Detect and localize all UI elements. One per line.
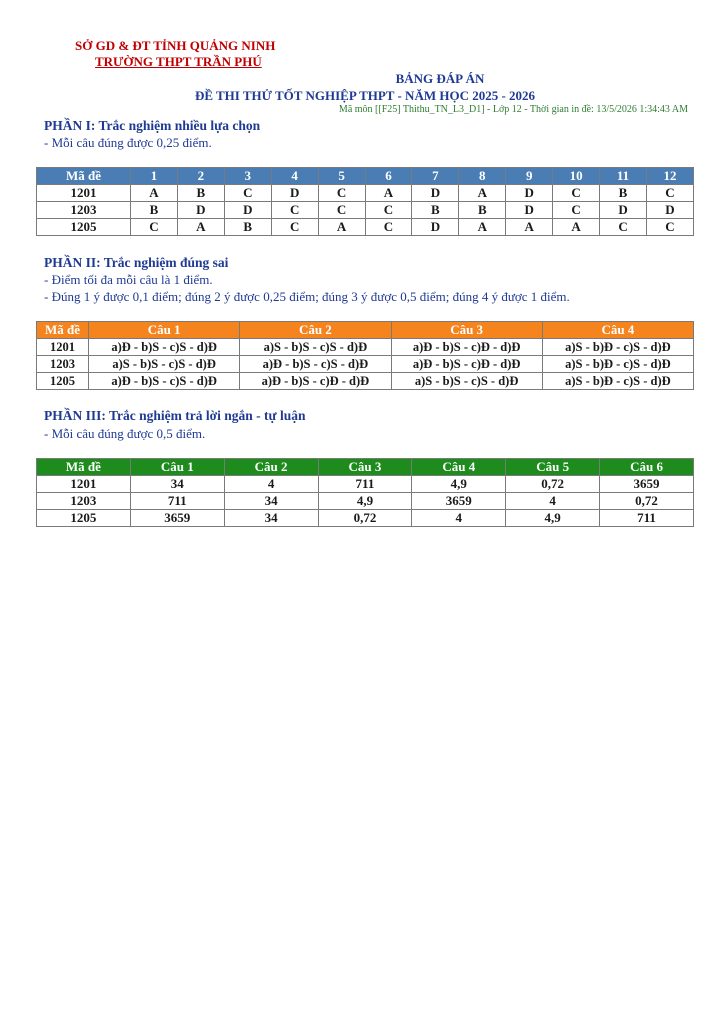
answer-cell: A — [365, 185, 412, 202]
answer-cell: D — [271, 185, 318, 202]
part2-note-2: - Đúng 1 ý được 0,1 điểm; đúng 2 ý được 0,25 điểm; đúng 3 ý được 0,5 điểm; đúng 4 ý được 1 điểm. — [44, 289, 570, 304]
exam-code-cell: 1203 — [37, 202, 131, 219]
column-header: Câu 4 — [542, 322, 693, 339]
part3-note: - Mỗi câu đúng được 0,5 điểm. — [44, 426, 206, 441]
answer-cell: a)S - b)S - c)S - d)Đ — [240, 339, 391, 356]
column-header: Câu 2 — [240, 322, 391, 339]
part1-answer-table — [36, 167, 694, 236]
answer-cell: D — [224, 202, 271, 219]
exam-code-cell: 1203 — [37, 356, 89, 373]
column-header: 1 — [131, 168, 178, 185]
exam-code-cell: 1205 — [37, 373, 89, 390]
exam-meta: Mã môn [[F25] Thithu_TN_L3_D1] - Lớp 12 - Thời gian in đề: 13/5/2026 1:34:43 AM — [338, 104, 688, 115]
answer-cell: B — [600, 185, 647, 202]
answer-cell: C — [318, 185, 365, 202]
answer-cell: D — [412, 219, 459, 236]
answer-cell: A — [131, 185, 178, 202]
column-header-exam-code: Mã đề — [37, 322, 89, 339]
column-header: 12 — [646, 168, 693, 185]
document-title: BẢNG ĐÁP ÁN — [395, 71, 485, 86]
answer-cell: a)S - b)Đ - c)S - d)Đ — [542, 356, 693, 373]
answer-cell: C — [600, 219, 647, 236]
column-header-exam-code: Mã đề — [37, 168, 131, 185]
answer-cell: C — [224, 185, 271, 202]
answer-cell: a)Đ - b)S - c)Đ - d)Đ — [391, 356, 542, 373]
answer-cell: a)S - b)S - c)S - d)Đ — [391, 373, 542, 390]
part2-note-1: - Điểm tối đa mỗi câu là 1 điểm. — [44, 272, 213, 287]
answer-cell: B — [131, 202, 178, 219]
column-header: Câu 3 — [391, 322, 542, 339]
table-row — [37, 493, 694, 510]
column-header: 8 — [459, 168, 506, 185]
part3-title: PHẦN III: Trắc nghiệm trả lời ngắn - tự luận — [44, 408, 306, 423]
part2-title: PHẦN II: Trắc nghiệm đúng sai — [44, 255, 229, 270]
exam-code-cell: 1201 — [37, 476, 131, 493]
answer-cell: 3659 — [600, 476, 694, 493]
answer-cell: a)Đ - b)S - c)S - d)Đ — [89, 373, 240, 390]
answer-cell: 3659 — [412, 493, 506, 510]
column-header: 4 — [271, 168, 318, 185]
table-row — [37, 356, 694, 373]
answer-cell: 34 — [130, 476, 224, 493]
department-name: SỞ GD & ĐT TỈNH QUẢNG NINH — [75, 38, 276, 53]
answer-cell: a)S - b)Đ - c)S - d)Đ — [542, 373, 693, 390]
answer-cell: 4 — [506, 493, 600, 510]
answer-cell: 0,72 — [600, 493, 694, 510]
column-header: 11 — [600, 168, 647, 185]
column-header: Câu 1 — [130, 459, 224, 476]
column-header: 10 — [553, 168, 600, 185]
table-row — [37, 510, 694, 527]
answer-cell: 711 — [600, 510, 694, 527]
answer-cell: 0,72 — [318, 510, 412, 527]
answer-cell: C — [131, 219, 178, 236]
answer-cell: D — [506, 202, 553, 219]
column-header: 2 — [177, 168, 224, 185]
answer-cell: C — [646, 219, 693, 236]
school-name: TRƯỜNG THPT TRẦN PHÚ — [95, 54, 262, 69]
answer-cell: D — [646, 202, 693, 219]
table-header-row — [37, 322, 694, 339]
answer-cell: a)S - b)S - c)S - d)Đ — [89, 356, 240, 373]
exam-code-cell: 1205 — [37, 510, 131, 527]
answer-cell: A — [459, 185, 506, 202]
answer-cell: 34 — [224, 493, 318, 510]
column-header: Câu 5 — [506, 459, 600, 476]
exam-code-cell: 1205 — [37, 219, 131, 236]
answer-cell: C — [271, 202, 318, 219]
column-header: Câu 2 — [224, 459, 318, 476]
answer-cell: D — [177, 202, 224, 219]
answer-cell: 4 — [412, 510, 506, 527]
column-header: Câu 6 — [600, 459, 694, 476]
table-header-row — [37, 459, 694, 476]
table-row — [37, 373, 694, 390]
answer-cell: C — [553, 202, 600, 219]
answer-cell: B — [224, 219, 271, 236]
answer-cell: 711 — [130, 493, 224, 510]
answer-cell: C — [365, 219, 412, 236]
answer-cell: C — [271, 219, 318, 236]
answer-cell: a)Đ - b)S - c)Đ - d)Đ — [391, 339, 542, 356]
answer-cell: 4 — [224, 476, 318, 493]
part1-title: PHẦN I: Trắc nghiệm nhiều lựa chọn — [44, 118, 261, 133]
part1-note: - Mỗi câu đúng được 0,25 điểm. — [44, 135, 212, 150]
column-header: 5 — [318, 168, 365, 185]
answer-cell: D — [506, 185, 553, 202]
answer-cell: C — [646, 185, 693, 202]
table-row — [37, 476, 694, 493]
column-header: 9 — [506, 168, 553, 185]
answer-cell: A — [459, 219, 506, 236]
column-header: 7 — [412, 168, 459, 185]
answer-cell: a)Đ - b)S - c)S - d)Đ — [240, 356, 391, 373]
answer-cell: 34 — [224, 510, 318, 527]
column-header: 6 — [365, 168, 412, 185]
exam-code-cell: 1201 — [37, 185, 131, 202]
answer-cell: 3659 — [130, 510, 224, 527]
answer-cell: D — [412, 185, 459, 202]
column-header-exam-code: Mã đề — [37, 459, 131, 476]
answer-cell: A — [318, 219, 365, 236]
exam-code-cell: 1203 — [37, 493, 131, 510]
column-header: 3 — [224, 168, 271, 185]
exam-code-cell: 1201 — [37, 339, 89, 356]
table-header-row — [37, 168, 694, 185]
answer-cell: 0,72 — [506, 476, 600, 493]
answer-cell: a)Đ - b)S - c)S - d)Đ — [89, 339, 240, 356]
answer-cell: A — [177, 219, 224, 236]
table-row — [37, 202, 694, 219]
column-header: Câu 3 — [318, 459, 412, 476]
answer-cell: C — [365, 202, 412, 219]
answer-cell: 4,9 — [506, 510, 600, 527]
answer-cell: 4,9 — [412, 476, 506, 493]
exam-title: ĐỀ THI THỬ TỐT NGHIỆP THPT - NĂM HỌC 2025 - 2026 — [194, 88, 536, 103]
table-row — [37, 185, 694, 202]
answer-cell: A — [553, 219, 600, 236]
part3-answer-table — [36, 458, 694, 527]
answer-cell: B — [412, 202, 459, 219]
answer-cell: C — [553, 185, 600, 202]
answer-cell: D — [600, 202, 647, 219]
column-header: Câu 4 — [412, 459, 506, 476]
answer-cell: 4,9 — [318, 493, 412, 510]
table-row — [37, 219, 694, 236]
answer-cell: B — [459, 202, 506, 219]
table-row — [37, 339, 694, 356]
answer-cell: a)Đ - b)S - c)Đ - d)Đ — [240, 373, 391, 390]
column-header: Câu 1 — [89, 322, 240, 339]
answer-cell: A — [506, 219, 553, 236]
answer-cell: B — [177, 185, 224, 202]
answer-cell: C — [318, 202, 365, 219]
part2-answer-table — [36, 321, 694, 390]
answer-cell: 711 — [318, 476, 412, 493]
answer-cell: a)S - b)Đ - c)S - d)Đ — [542, 339, 693, 356]
